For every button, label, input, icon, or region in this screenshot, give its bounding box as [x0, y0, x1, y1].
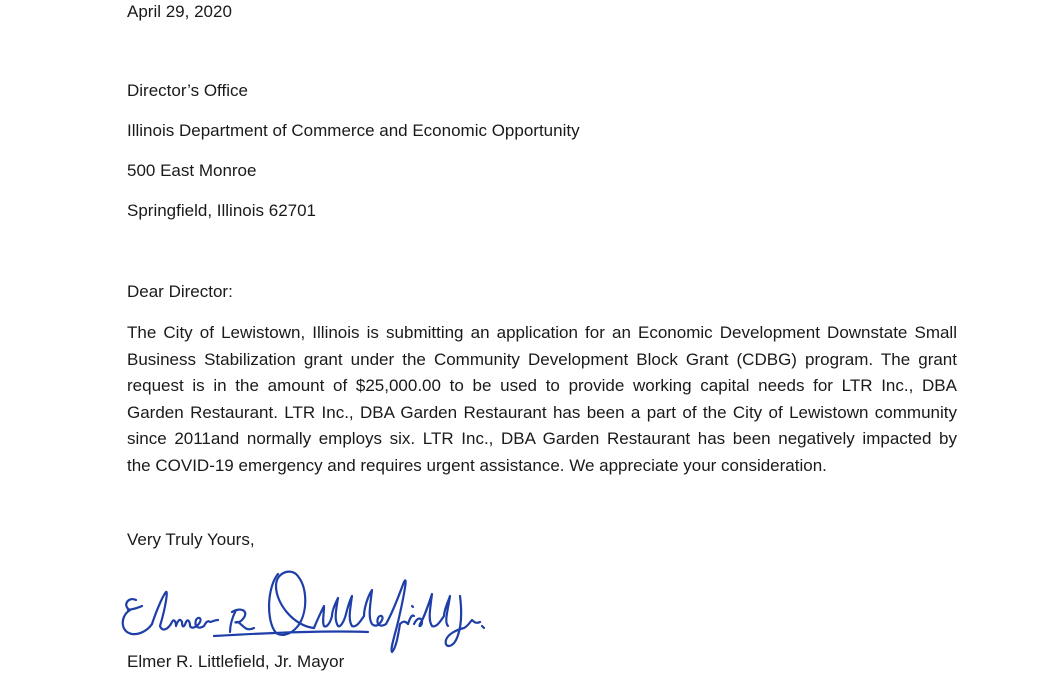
closing: Very Truly Yours,: [127, 530, 255, 549]
signer-name: Elmer R. Littlefield, Jr. Mayor: [127, 652, 345, 671]
body-line: The City of Lewistown, Illinois is submitting an application for an Economic Development Downstate Small: [127, 323, 957, 342]
body-line: the COVID-19 emergency and requires urgent assistance. We appreciate your consideration.: [127, 455, 827, 475]
recipient-line-1: Director’s Office: [127, 81, 248, 100]
body-line: Business Stabilization grant under the Community Development Block Grant (CDBG) program. The grant: [127, 349, 957, 369]
salutation: Dear Director:: [127, 282, 233, 301]
letter-body: [127, 320, 957, 479]
recipient-line-2: Illinois Department of Commerce and Economic Opportunity: [127, 121, 580, 140]
recipient-line-3: 500 East Monroe: [127, 161, 257, 180]
body-line: request is in the amount of $25,000.00 to be used to provide working capital needs for LTR Inc., DBA: [127, 376, 957, 395]
body-line: Garden Restaurant. LTR Inc., DBA Garden Restaurant has been a part of the City of Lewistown community: [127, 402, 957, 422]
body-line: since 2011and normally employs six. LTR Inc., DBA Garden Restaurant has been negatively impacted by: [127, 429, 957, 448]
letter-date: April 29, 2020: [127, 2, 232, 21]
recipient-line-4: Springfield, Illinois 62701: [127, 201, 317, 220]
